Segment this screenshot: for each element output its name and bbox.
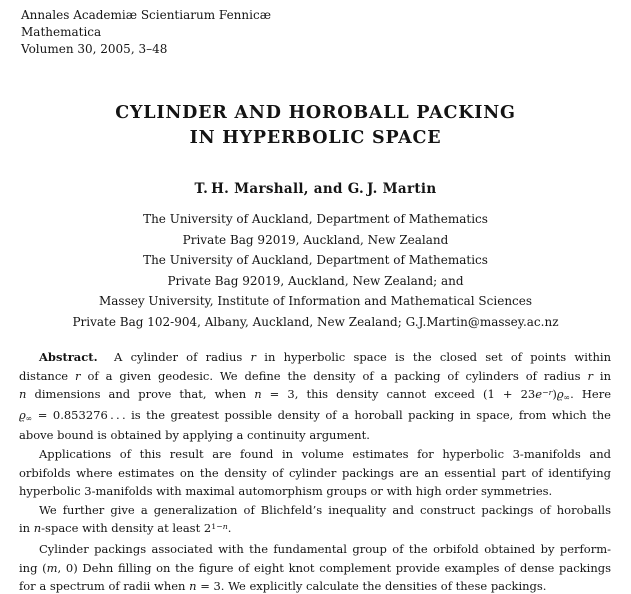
abstract-line: above bound is obtained by applying a continuity argument. [19,428,370,443]
abstract-line: ing (m, 0) Dehn filling on the figure of eight knot complement provide examples of dense packings [19,560,611,575]
abstract-line: ϱ∞ = 0.853276 . . . is the greatest possible density of a horoball packing in space, from which the [19,407,611,423]
abstract-line: n dimensions and prove that, when n = 3, this density cannot exceed $(1 + 23e^{-r})ϱ\infty$. Here [19,387,611,403]
affiliation-line: Private Bag 102-904, Albany, Auckland, New Zealand; G.J.Martin@massey.ac.nz [72,314,559,329]
abstract-paragraph-2 [19,445,611,501]
paper-title [0,101,631,151]
journal-volume-line: Volumen 30, 2005, 3–48 [21,42,168,56]
affiliation-line: Private Bag 92019, Auckland, New Zealand [182,232,449,247]
affiliation-block-1 [0,209,631,250]
affiliation-line: The University of Auckland, Department of Mathematics [143,253,488,267]
affiliation-block-2 [0,250,631,332]
abstract-line: Applications of this result are found in volume estimates for hyperbolic 3-manifolds and [39,446,611,461]
abstract-line: orbifolds where estimates on the density of cylinder packings are an essential part of identifying [19,465,611,480]
journal-header [21,7,271,58]
abstract-paragraph-4 [19,540,611,594]
paper-title-line-1: CYLINDER AND HOROBALL PACKING [115,103,516,123]
affiliation-line: The University of Auckland, Department of Mathematics [143,212,488,226]
abstract-section [19,348,611,594]
journal-name-line: Annales Academiæ Scientiarum Fennicæ [21,8,271,22]
abstract-line: hyperbolic 3-manifolds with maximal automorphism groups or with high order symmetries. [19,484,553,499]
paper-title-line-2: IN HYPERBOLIC SPACE [189,128,442,148]
abstract-line: in n-space with density at least $2^{1-n}$. [19,521,232,536]
affiliation-line: Massey University, Institute of Information and Mathematical Sciences [98,294,533,308]
abstract-paragraph-1 [19,348,611,445]
authors-line: T. H. Marshall, and G. J. Martin [194,181,437,197]
affiliation-line: Private Bag 92019, Auckland, New Zealand; and [167,273,464,288]
abstract-paragraph-3 [19,501,611,540]
abstract-line: distance r of a given geodesic. We define the density of a packing of cylinders of radius r in [19,368,611,383]
abstract-line: Cylinder packings associated with the fundamental group of the orbifold obtained by perform- [39,541,611,556]
abstract-line: We further give a generalization of Blichfeld’s inequality and construct packings of horoballs [39,502,611,517]
abstract-line: Abstract. A cylinder of radius r in hyperbolic space is the closed set of points within [39,350,612,364]
journal-series-line: Mathematica [21,25,102,39]
abstract-line: for a spectrum of radii when n = 3. We explicitly calculate the densities of these packings. [19,579,547,594]
